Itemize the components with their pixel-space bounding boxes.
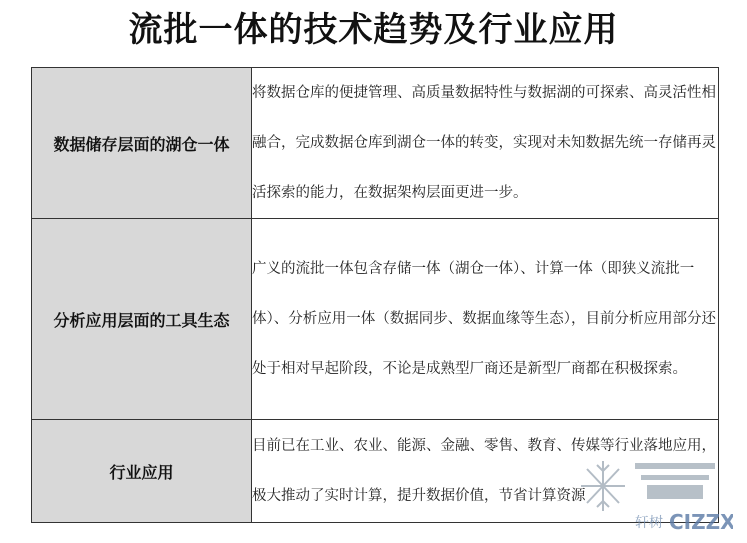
row-content: 目前已在工业、农业、能源、金融、零售、教育、传媒等行业落地应用，极大推动了实时计算，提升数据价值，节省计算资源 [252,420,719,523]
table-row [32,420,719,523]
row-label: 行业应用 [32,420,252,523]
watermark-text: 轩树 [635,515,663,531]
row-label: 分析应用层面的工具生态 [32,219,252,420]
page-title: 流批一体的技术趋势及行业应用 [128,10,619,50]
table-row [32,68,719,219]
watermark-brand: CIZZX [669,510,733,533]
row-content: 广义的流批一体包含存储一体（湖仓一体）、计算一体（即狭义流批一体）、分析应用一体（数据同步、数据血缘等生态），目前分析应用部分还处于相对早起阶段，不论是成熟型厂商还是新型厂商都在积极探索。 [252,219,719,420]
table-row [32,219,719,420]
row-label: 数据储存层面的湖仓一体 [32,68,252,219]
row-content: 将数据仓库的便捷管理、高质量数据特性与数据湖的可探索、高灵活性相融合，完成数据仓库到湖仓一体的转变，实现对未知数据先统一存储再灵活探索的能力，在数据架构层面更进一步。 [252,68,719,219]
trend-table [31,67,719,523]
